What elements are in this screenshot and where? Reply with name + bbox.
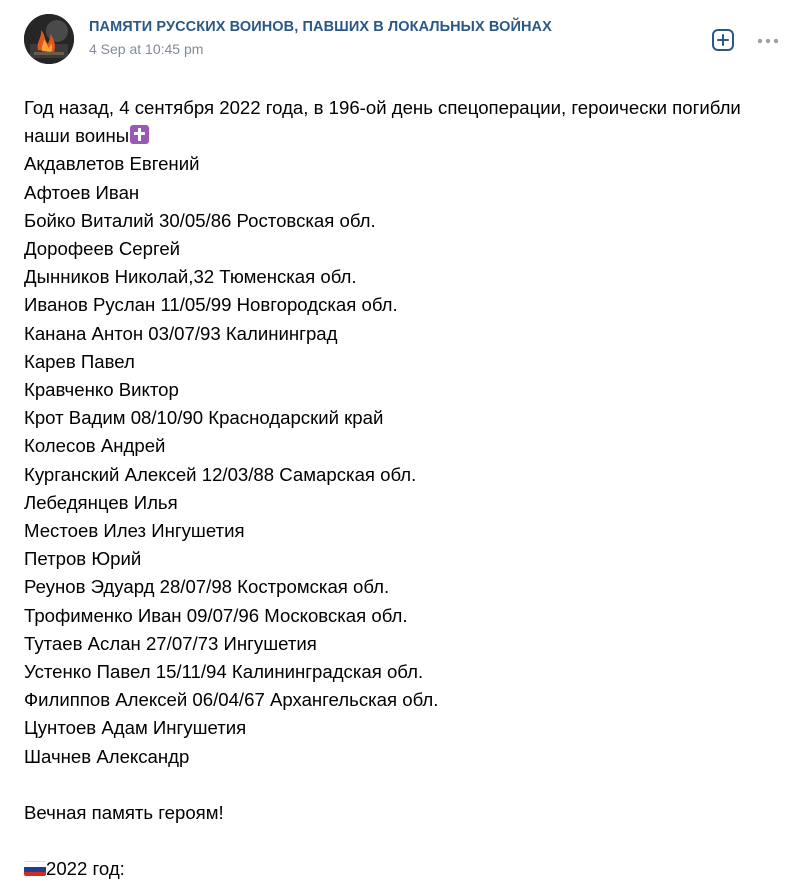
name-line: Дорофеев Сергей: [24, 238, 181, 260]
blank-line: [24, 827, 784, 855]
name-line: Тутаев Аслан 27/07/73 Ингушетия: [24, 632, 317, 654]
name-line: Местоев Илез Ингушетия: [24, 520, 245, 542]
name-line: Иванов Руслан 11/05/99 Новгородская обл.: [24, 294, 398, 316]
year-line: [24, 855, 784, 883]
name-line: Петров Юрий: [24, 548, 142, 570]
name-line: Афтоев Иван: [24, 181, 140, 203]
name-line: Бойко Виталий 30/05/86 Ростовская обл.: [24, 209, 376, 231]
name-line: Крот Вадим 08/10/90 Краснодарский край: [24, 407, 384, 429]
name-line: Акдавлетов Евгений: [24, 153, 200, 175]
blank-line: [24, 771, 784, 799]
group-name-link[interactable]: ПАМЯТИ РУССКИХ ВОИНОВ, ПАВШИХ В ЛОКАЛЬНЫХ ВОЙНАХ: [89, 19, 552, 35]
year-label: 2022 год:: [46, 858, 125, 880]
post-header: [24, 14, 789, 64]
name-line: Колесов Андрей: [24, 435, 166, 457]
post-text: [24, 94, 784, 884]
add-square-icon[interactable]: [711, 28, 735, 52]
memory-line: Вечная память героям!: [24, 802, 224, 824]
post-date-link[interactable]: 4 Sep at 10:45 pm: [89, 41, 204, 57]
intro-paragraph: [24, 94, 784, 150]
name-line: Филиппов Алексей 06/04/67 Архангельская обл.: [24, 689, 439, 711]
name-line: Трофименко Иван 09/07/96 Московская обл.: [24, 604, 408, 626]
name-line: Курганский Алексей 12/03/88 Самарская обл.: [24, 463, 417, 485]
name-line: Шачнев Александр: [24, 745, 190, 767]
intro-text: Год назад, 4 сентября 2022 года, в 196-ой день спецоперации, героически погибли наши воины: [24, 97, 741, 147]
name-line: Канана Антон 03/07/93 Калининград: [24, 322, 338, 344]
group-avatar[interactable]: [24, 14, 74, 64]
name-line: Дынников Николай,32 Тюменская обл.: [24, 266, 357, 288]
more-horizontal-icon[interactable]: [756, 34, 780, 46]
avatar-image: [24, 14, 74, 64]
name-line: Устенко Павел 15/11/94 Калининградская обл.: [24, 661, 424, 683]
name-line: Карев Павел: [24, 350, 135, 372]
latin-cross-emoji-icon: [130, 125, 149, 144]
fallen-names-list: [24, 150, 784, 770]
name-line: Реунов Эдуард 28/07/98 Костромская обл.: [24, 576, 390, 598]
russia-flag-icon: [24, 861, 46, 876]
name-line: Цунтоев Адам Ингушетия: [24, 717, 247, 739]
name-line: Лебедянцев Илья: [24, 491, 178, 513]
name-line: Кравченко Виктор: [24, 379, 179, 401]
